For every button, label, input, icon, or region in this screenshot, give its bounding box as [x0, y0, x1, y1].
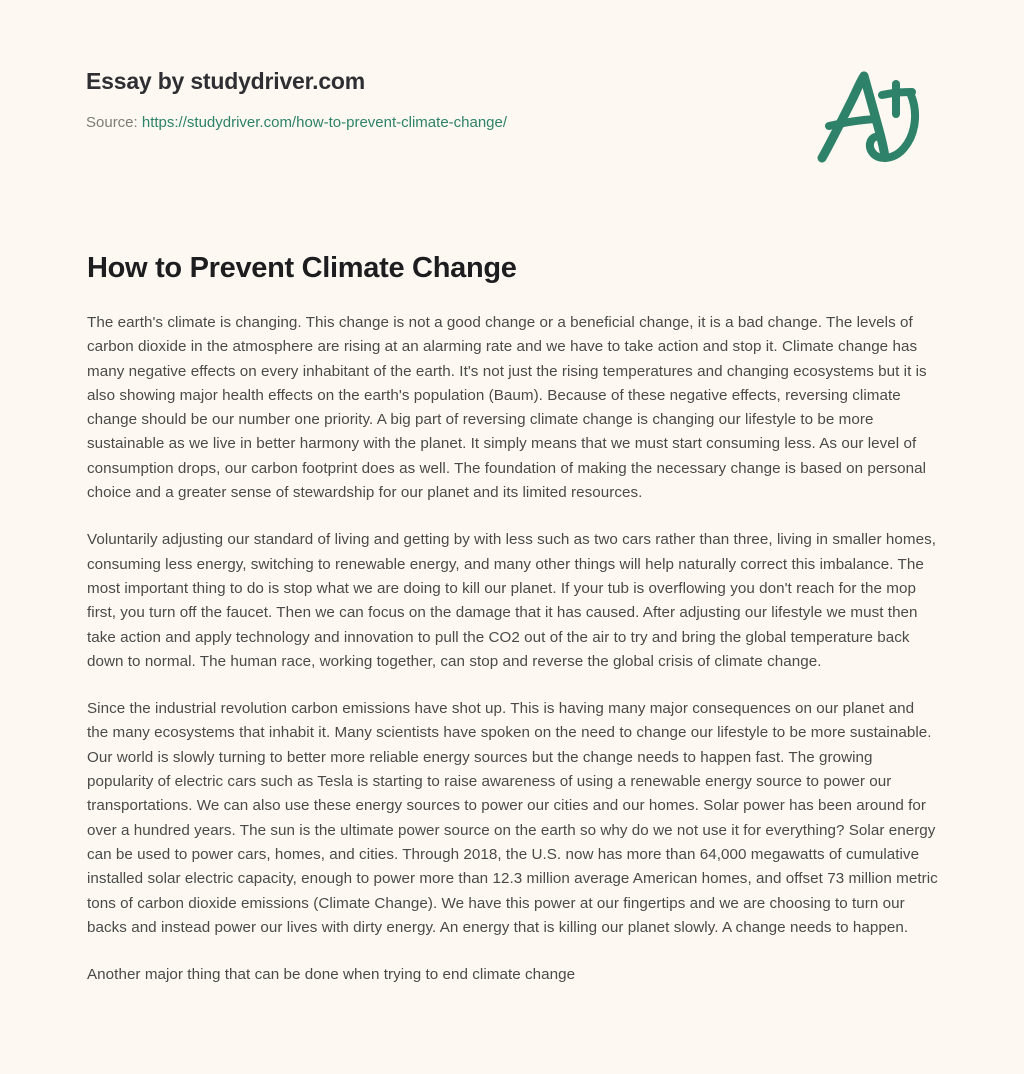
essay-byline: Essay by studydriver.com [86, 68, 366, 94]
header-text-block [86, 66, 726, 133]
article-paragraph: Another major thing that can be done when trying to end climate change [87, 966, 576, 984]
article-paragraph: The earth's climate is changing. This change is not a good change or a beneficial change, it is a bad change. The levels of carbon dioxide in the atmosphere are rising at an alarming rate and we have to take action and stop it. Climate change has many negative effects on every inhabitant of the earth. It's not just the rising temperatures and changing ecosystems but it is also showing major health effects on the earth's population (Baum). Because of these negative effects, reversing climate change should be our number one priority. A big part of reversing climate change is changing our lifestyle to be more sustainable as we live in better harmony with the planet. It simply means that we must start consuming less. As our level of consumption drops, our carbon footprint does as well. The foundation of making the necessary change is based on personal choice and a greater sense of stewardship for our planet and its limited resources. [87, 314, 927, 502]
article-paragraph: Voluntarily adjusting our standard of living and getting by with less such as two cars rather than three, living in smaller homes, consuming less energy, switching to renewable energy, and many other things will help naturally correct this imbalance. The most important thing to do is stop what we are doing to kill our planet. If your tub is overflowing you don't reach for the mop first, you turn off the faucet. Then we can focus on the damage that it has caused. After adjusting our lifestyle we must then take action and apply technology and innovation to pull the CO2 out of the air to try and bring the global temperature back down to normal. The human race, working together, can stop and reverse the global crisis of climate change. [87, 531, 936, 670]
article-paragraph: Since the industrial revolution carbon emissions have shot up. This is having many major consequences on our planet and the many ecosystems that inhabit it. Many scientists have spoken on the need to change our lifestyle to be more sustainable. Our world is slowly turning to better more reliable energy sources but the change needs to happen fast. The growing popularity of electric cars such as Tesla is starting to raise awareness of using a renewable energy source to power our transportations. We can also use these energy sources to power our cities and our homes. Solar power has been around for over a hundred years. The sun is the ultimate power source on the earth so why do we not use it for everything? Solar energy can be used to power cars, homes, and cities. Through 2018, the U.S. now has more than 64,000 megawatts of cumulative installed solar electric capacity, enough to power more than 12.3 million average American homes, and offset 73 million metric tons of carbon dioxide emissions (Climate Change). We have this power at our fingertips and we are choosing to turn our backs and instead power our lives with dirty energy. An energy that is killing our planet slowly. A change needs to happen. [87, 700, 938, 936]
page-title: How to Prevent Climate Change [87, 252, 517, 284]
page-header [0, 0, 1024, 200]
studydriver-a-plus-logo-icon[interactable] [812, 62, 928, 170]
source-line [86, 113, 726, 133]
source-label: Source: [86, 114, 138, 131]
source-url-link[interactable]: https://studydriver.com/how-to-prevent-climate-change/ [141, 114, 508, 131]
article-body [87, 311, 939, 987]
